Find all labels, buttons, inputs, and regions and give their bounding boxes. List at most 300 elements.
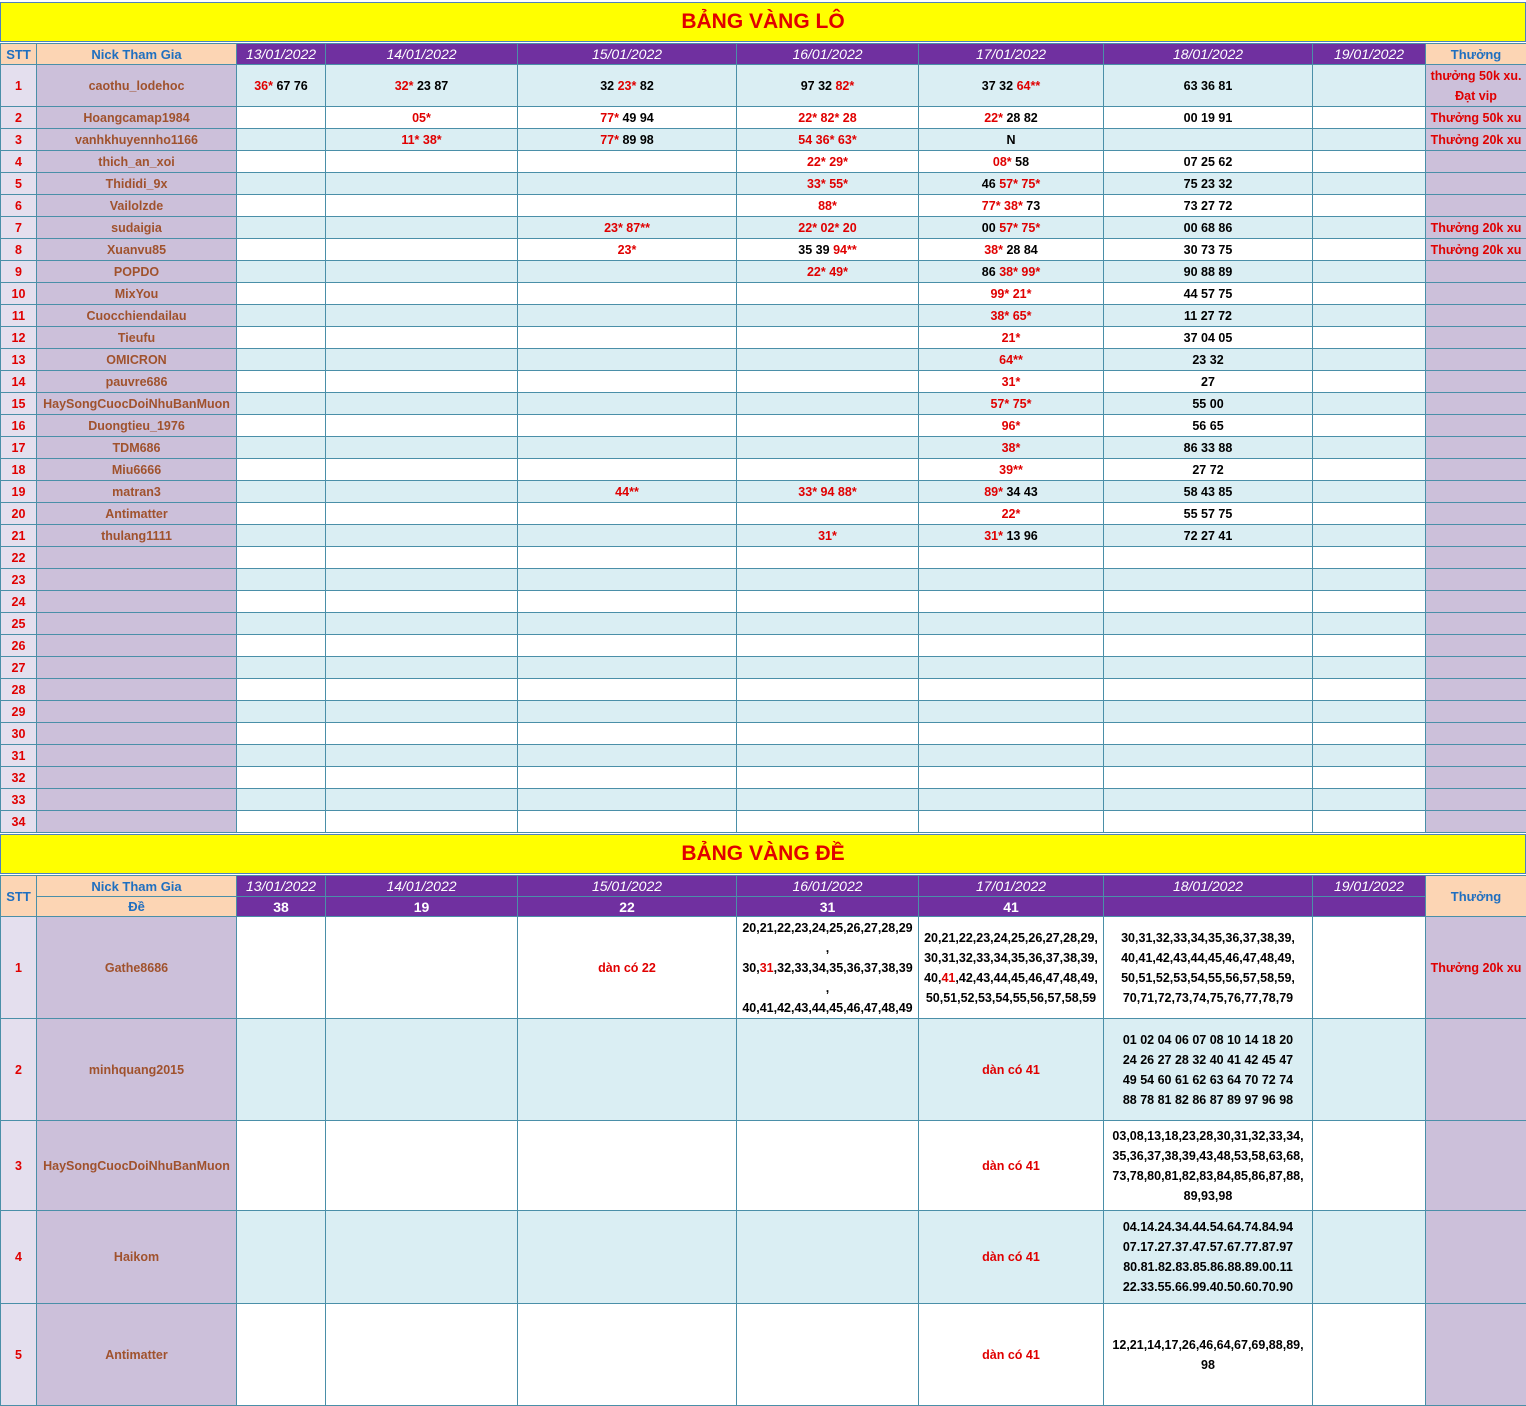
row-day-cell[interactable]	[326, 1211, 518, 1304]
row-stt[interactable]: 5	[1, 173, 37, 195]
row-day-cell[interactable]: 77* 49 94	[518, 107, 737, 129]
row-day-cell[interactable]: 33* 94 88*	[737, 481, 919, 503]
row-day-cell[interactable]	[1104, 679, 1313, 701]
row-day-cell[interactable]	[1313, 217, 1426, 239]
row-day-cell[interactable]	[237, 745, 326, 767]
row-day-cell[interactable]	[326, 1304, 518, 1406]
row-day-cell[interactable]: 89* 34 43	[919, 481, 1104, 503]
row-day-cell[interactable]: 20,21,22,23,24,25,26,27,28,29, 30,31,32,33,34,35,36,37,38,39, 40,41,42,43,44,45,46,47,48,49, 50,51,52,53,54,55,56,57,58,59	[919, 917, 1104, 1019]
header-result[interactable]: 19	[326, 897, 518, 917]
row-day-cell[interactable]	[237, 239, 326, 261]
row-nick[interactable]: Miu6666	[37, 459, 237, 481]
row-day-cell[interactable]: 03,08,13,18,23,28,30,31,32,33,34, 35,36,37,38,39,43,48,53,58,63,68, 73,78,80,81,82,83,84,85,86,87,88, 89,93,98	[1104, 1121, 1313, 1211]
row-reward[interactable]	[1426, 195, 1526, 217]
row-day-cell[interactable]: 38*	[919, 437, 1104, 459]
row-day-cell[interactable]	[737, 503, 919, 525]
row-stt[interactable]: 13	[1, 349, 37, 371]
row-day-cell[interactable]	[919, 701, 1104, 723]
row-day-cell[interactable]	[1313, 1019, 1426, 1121]
row-nick[interactable]	[37, 613, 237, 635]
row-day-cell[interactable]	[237, 1211, 326, 1304]
row-stt[interactable]: 21	[1, 525, 37, 547]
row-day-cell[interactable]: 22* 02* 20	[737, 217, 919, 239]
row-stt[interactable]: 7	[1, 217, 37, 239]
row-day-cell[interactable]: 05*	[326, 107, 518, 129]
row-day-cell[interactable]	[1313, 305, 1426, 327]
row-reward[interactable]	[1426, 613, 1526, 635]
row-day-cell[interactable]	[1313, 657, 1426, 679]
row-day-cell[interactable]: 08* 58	[919, 151, 1104, 173]
row-nick[interactable]: matran3	[37, 481, 237, 503]
header-stt[interactable]: STT	[1, 876, 37, 917]
row-day-cell[interactable]	[1313, 415, 1426, 437]
row-nick[interactable]: Gathe8686	[37, 917, 237, 1019]
row-stt[interactable]: 23	[1, 569, 37, 591]
row-stt[interactable]: 10	[1, 283, 37, 305]
row-reward[interactable]	[1426, 415, 1526, 437]
row-day-cell[interactable]	[737, 305, 919, 327]
row-day-cell[interactable]	[737, 459, 919, 481]
row-day-cell[interactable]	[326, 723, 518, 745]
row-reward[interactable]	[1426, 393, 1526, 415]
header-date[interactable]: 15/01/2022	[518, 876, 737, 897]
row-day-cell[interactable]	[737, 415, 919, 437]
row-day-cell[interactable]	[237, 569, 326, 591]
row-day-cell[interactable]	[326, 679, 518, 701]
row-day-cell[interactable]	[518, 745, 737, 767]
row-day-cell[interactable]	[237, 107, 326, 129]
row-day-cell[interactable]: 00 57* 75*	[919, 217, 1104, 239]
row-day-cell[interactable]	[1313, 547, 1426, 569]
header-date[interactable]: 19/01/2022	[1313, 44, 1426, 65]
row-day-cell[interactable]	[237, 657, 326, 679]
row-day-cell[interactable]	[1313, 767, 1426, 789]
row-day-cell[interactable]	[326, 1121, 518, 1211]
row-day-cell[interactable]: 38* 65*	[919, 305, 1104, 327]
row-nick[interactable]: minhquang2015	[37, 1019, 237, 1121]
row-day-cell[interactable]: 31*	[919, 371, 1104, 393]
header-date[interactable]: 14/01/2022	[326, 44, 518, 65]
row-stt[interactable]: 1	[1, 65, 37, 107]
row-day-cell[interactable]: 75 23 32	[1104, 173, 1313, 195]
row-day-cell[interactable]: 22* 49*	[737, 261, 919, 283]
row-day-cell[interactable]: 07 25 62	[1104, 151, 1313, 173]
row-reward[interactable]	[1426, 525, 1526, 547]
row-stt[interactable]: 28	[1, 679, 37, 701]
row-day-cell[interactable]	[1313, 569, 1426, 591]
header-result[interactable]: 31	[737, 897, 919, 917]
row-day-cell[interactable]	[737, 1211, 919, 1304]
row-day-cell[interactable]: 88*	[737, 195, 919, 217]
row-reward[interactable]	[1426, 591, 1526, 613]
row-day-cell[interactable]	[326, 569, 518, 591]
row-stt[interactable]: 33	[1, 789, 37, 811]
row-nick[interactable]: thich_an_xoi	[37, 151, 237, 173]
row-day-cell[interactable]	[518, 437, 737, 459]
row-day-cell[interactable]: 01 02 04 06 07 08 10 14 18 20 24 26 27 28 32 40 41 42 45 47 49 54 60 61 62 63 64 70 72 74 88 78 81 82 86 87 89 97 96 98	[1104, 1019, 1313, 1121]
row-nick[interactable]: Tieufu	[37, 327, 237, 349]
row-day-cell[interactable]	[237, 217, 326, 239]
row-day-cell[interactable]	[518, 591, 737, 613]
row-reward[interactable]	[1426, 1304, 1526, 1406]
row-day-cell[interactable]: 27	[1104, 371, 1313, 393]
row-day-cell[interactable]: 32 23* 82	[518, 65, 737, 107]
row-stt[interactable]: 3	[1, 1121, 37, 1211]
row-day-cell[interactable]	[737, 591, 919, 613]
row-day-cell[interactable]	[237, 1304, 326, 1406]
row-day-cell[interactable]	[1313, 1304, 1426, 1406]
row-day-cell[interactable]	[919, 613, 1104, 635]
row-day-cell[interactable]	[326, 635, 518, 657]
row-day-cell[interactable]: 11* 38*	[326, 129, 518, 151]
row-day-cell[interactable]	[237, 613, 326, 635]
row-day-cell[interactable]	[919, 679, 1104, 701]
row-day-cell[interactable]	[737, 569, 919, 591]
row-stt[interactable]: 3	[1, 129, 37, 151]
row-day-cell[interactable]	[1313, 481, 1426, 503]
row-stt[interactable]: 2	[1, 107, 37, 129]
row-nick[interactable]	[37, 569, 237, 591]
row-day-cell[interactable]	[919, 745, 1104, 767]
row-reward[interactable]	[1426, 657, 1526, 679]
row-day-cell[interactable]	[326, 283, 518, 305]
row-day-cell[interactable]	[237, 723, 326, 745]
row-day-cell[interactable]	[518, 393, 737, 415]
row-day-cell[interactable]	[237, 481, 326, 503]
row-day-cell[interactable]	[1313, 679, 1426, 701]
row-day-cell[interactable]	[237, 767, 326, 789]
row-day-cell[interactable]	[518, 569, 737, 591]
row-reward[interactable]: Thưởng 20k xu	[1426, 917, 1526, 1019]
row-reward[interactable]: Thưởng 20k xu	[1426, 217, 1526, 239]
row-day-cell[interactable]	[1104, 635, 1313, 657]
row-day-cell[interactable]	[237, 525, 326, 547]
row-nick[interactable]: vanhkhuyennho1166	[37, 129, 237, 151]
row-day-cell[interactable]	[737, 811, 919, 833]
row-day-cell[interactable]: 27 72	[1104, 459, 1313, 481]
row-day-cell[interactable]	[518, 503, 737, 525]
header-result[interactable]: 22	[518, 897, 737, 917]
row-nick[interactable]	[37, 657, 237, 679]
row-day-cell[interactable]	[737, 679, 919, 701]
row-day-cell[interactable]	[326, 305, 518, 327]
row-day-cell[interactable]	[1313, 239, 1426, 261]
row-day-cell[interactable]	[1104, 745, 1313, 767]
row-day-cell[interactable]	[1104, 547, 1313, 569]
row-day-cell[interactable]: 56 65	[1104, 415, 1313, 437]
row-day-cell[interactable]	[518, 789, 737, 811]
row-day-cell[interactable]	[737, 371, 919, 393]
row-day-cell[interactable]: 72 27 41	[1104, 525, 1313, 547]
row-day-cell[interactable]: 23* 87**	[518, 217, 737, 239]
row-day-cell[interactable]	[326, 767, 518, 789]
row-day-cell[interactable]	[518, 1019, 737, 1121]
row-day-cell[interactable]	[326, 393, 518, 415]
row-day-cell[interactable]	[518, 767, 737, 789]
row-reward[interactable]	[1426, 679, 1526, 701]
row-reward[interactable]	[1426, 283, 1526, 305]
header-date[interactable]: 19/01/2022	[1313, 876, 1426, 897]
row-nick[interactable]: Vailolzde	[37, 195, 237, 217]
row-day-cell[interactable]: 00 19 91	[1104, 107, 1313, 129]
row-day-cell[interactable]	[237, 393, 326, 415]
row-day-cell[interactable]	[1104, 789, 1313, 811]
row-stt[interactable]: 27	[1, 657, 37, 679]
row-day-cell[interactable]: 22* 29*	[737, 151, 919, 173]
row-reward[interactable]	[1426, 1121, 1526, 1211]
header-date[interactable]: 14/01/2022	[326, 876, 518, 897]
row-day-cell[interactable]: 86 33 88	[1104, 437, 1313, 459]
header-date[interactable]: 16/01/2022	[737, 876, 919, 897]
row-day-cell[interactable]	[326, 811, 518, 833]
header-date[interactable]: 15/01/2022	[518, 44, 737, 65]
row-day-cell[interactable]	[237, 547, 326, 569]
row-stt[interactable]: 34	[1, 811, 37, 833]
row-day-cell[interactable]: 04.14.24.34.44.54.64.74.84.94 07.17.27.37.47.57.67.77.87.97 80.81.82.83.85.86.88.89.00.11 22.33.55.66.99.40.50.60.70.90	[1104, 1211, 1313, 1304]
row-day-cell[interactable]	[919, 547, 1104, 569]
row-day-cell[interactable]	[1313, 65, 1426, 107]
row-day-cell[interactable]: 23 32	[1104, 349, 1313, 371]
row-day-cell[interactable]	[237, 437, 326, 459]
row-stt[interactable]: 24	[1, 591, 37, 613]
row-reward[interactable]: thưởng 50k xu. Đạt vip	[1426, 65, 1526, 107]
row-day-cell[interactable]	[1104, 811, 1313, 833]
row-day-cell[interactable]	[518, 613, 737, 635]
row-nick[interactable]	[37, 723, 237, 745]
row-day-cell[interactable]	[737, 657, 919, 679]
row-reward[interactable]	[1426, 767, 1526, 789]
row-day-cell[interactable]: dàn có 41	[919, 1304, 1104, 1406]
header-de-label[interactable]: Đề	[37, 897, 237, 917]
row-day-cell[interactable]	[737, 1304, 919, 1406]
row-day-cell[interactable]	[1313, 1121, 1426, 1211]
row-nick[interactable]: Hoangcamap1984	[37, 107, 237, 129]
row-nick[interactable]	[37, 767, 237, 789]
row-day-cell[interactable]	[919, 723, 1104, 745]
row-day-cell[interactable]	[737, 789, 919, 811]
row-day-cell[interactable]: dàn có 41	[919, 1211, 1104, 1304]
row-reward[interactable]	[1426, 327, 1526, 349]
row-nick[interactable]: Antimatter	[37, 503, 237, 525]
row-day-cell[interactable]	[326, 459, 518, 481]
row-day-cell[interactable]: 58 43 85	[1104, 481, 1313, 503]
header-result[interactable]: 41	[919, 897, 1104, 917]
row-day-cell[interactable]	[326, 349, 518, 371]
row-day-cell[interactable]	[1313, 261, 1426, 283]
row-day-cell[interactable]	[326, 917, 518, 1019]
row-nick[interactable]: MixYou	[37, 283, 237, 305]
row-nick[interactable]	[37, 591, 237, 613]
row-day-cell[interactable]	[737, 327, 919, 349]
row-reward[interactable]	[1426, 547, 1526, 569]
row-day-cell[interactable]: 31*	[737, 525, 919, 547]
row-nick[interactable]	[37, 789, 237, 811]
row-nick[interactable]	[37, 745, 237, 767]
header-stt[interactable]: STT	[1, 44, 37, 65]
row-day-cell[interactable]: 54 36* 63*	[737, 129, 919, 151]
header-date[interactable]: 13/01/2022	[237, 44, 326, 65]
row-day-cell[interactable]: 37 32 64**	[919, 65, 1104, 107]
row-nick[interactable]: Cuocchiendailau	[37, 305, 237, 327]
row-day-cell[interactable]	[518, 305, 737, 327]
row-nick[interactable]: sudaigia	[37, 217, 237, 239]
row-day-cell[interactable]	[326, 173, 518, 195]
row-day-cell[interactable]: 30 73 75	[1104, 239, 1313, 261]
row-stt[interactable]: 26	[1, 635, 37, 657]
row-day-cell[interactable]	[518, 459, 737, 481]
row-day-cell[interactable]: dàn có 41	[919, 1121, 1104, 1211]
row-day-cell[interactable]	[1313, 283, 1426, 305]
row-day-cell[interactable]	[919, 635, 1104, 657]
row-day-cell[interactable]	[326, 261, 518, 283]
row-day-cell[interactable]: 37 04 05	[1104, 327, 1313, 349]
row-nick[interactable]: Haikom	[37, 1211, 237, 1304]
row-day-cell[interactable]: 46 57* 75*	[919, 173, 1104, 195]
row-nick[interactable]: HaySongCuocDoiNhuBanMuon	[37, 1121, 237, 1211]
row-day-cell[interactable]	[518, 349, 737, 371]
row-reward[interactable]	[1426, 261, 1526, 283]
row-day-cell[interactable]: 33* 55*	[737, 173, 919, 195]
row-reward[interactable]	[1426, 481, 1526, 503]
row-reward[interactable]	[1426, 569, 1526, 591]
row-day-cell[interactable]	[326, 371, 518, 393]
row-reward[interactable]	[1426, 701, 1526, 723]
row-reward[interactable]: Thưởng 50k xu	[1426, 107, 1526, 129]
row-nick[interactable]	[37, 547, 237, 569]
row-day-cell[interactable]: 22* 28 82	[919, 107, 1104, 129]
header-date[interactable]: 13/01/2022	[237, 876, 326, 897]
row-nick[interactable]: POPDO	[37, 261, 237, 283]
row-day-cell[interactable]	[1313, 701, 1426, 723]
row-day-cell[interactable]	[737, 283, 919, 305]
row-day-cell[interactable]: N	[919, 129, 1104, 151]
row-day-cell[interactable]	[237, 789, 326, 811]
row-day-cell[interactable]: 77* 38* 73	[919, 195, 1104, 217]
row-day-cell[interactable]	[237, 679, 326, 701]
row-day-cell[interactable]	[518, 195, 737, 217]
row-day-cell[interactable]: 90 88 89	[1104, 261, 1313, 283]
row-day-cell[interactable]: 20,21,22,23,24,25,26,27,28,29 , 30,31,32,33,34,35,36,37,38,39 , 40,41,42,43,44,45,46,47,48,49	[737, 917, 919, 1019]
row-day-cell[interactable]	[1313, 613, 1426, 635]
row-stt[interactable]: 31	[1, 745, 37, 767]
row-day-cell[interactable]	[737, 1019, 919, 1121]
row-stt[interactable]: 1	[1, 917, 37, 1019]
row-stt[interactable]: 32	[1, 767, 37, 789]
header-result[interactable]	[1104, 897, 1313, 917]
row-day-cell[interactable]: 55 00	[1104, 393, 1313, 415]
row-stt[interactable]: 12	[1, 327, 37, 349]
row-day-cell[interactable]	[737, 437, 919, 459]
row-day-cell[interactable]: 11 27 72	[1104, 305, 1313, 327]
row-day-cell[interactable]	[237, 305, 326, 327]
row-day-cell[interactable]	[1313, 591, 1426, 613]
header-nick[interactable]: Nick Tham Gia	[37, 876, 237, 897]
row-day-cell[interactable]	[1313, 917, 1426, 1019]
row-day-cell[interactable]: 39**	[919, 459, 1104, 481]
row-reward[interactable]	[1426, 1019, 1526, 1121]
row-day-cell[interactable]	[237, 811, 326, 833]
row-reward[interactable]	[1426, 459, 1526, 481]
header-result[interactable]	[1313, 897, 1426, 917]
row-day-cell[interactable]: dàn có 41	[919, 1019, 1104, 1121]
row-stt[interactable]: 19	[1, 481, 37, 503]
row-day-cell[interactable]	[518, 635, 737, 657]
row-reward[interactable]	[1426, 503, 1526, 525]
row-day-cell[interactable]	[1313, 129, 1426, 151]
row-day-cell[interactable]	[919, 591, 1104, 613]
row-day-cell[interactable]	[237, 503, 326, 525]
row-day-cell[interactable]	[518, 371, 737, 393]
row-reward[interactable]: Thưởng 20k xu	[1426, 239, 1526, 261]
row-day-cell[interactable]	[326, 151, 518, 173]
row-day-cell[interactable]: dàn có 22	[518, 917, 737, 1019]
header-result[interactable]: 38	[237, 897, 326, 917]
row-reward[interactable]	[1426, 723, 1526, 745]
row-day-cell[interactable]	[518, 723, 737, 745]
row-reward[interactable]	[1426, 635, 1526, 657]
row-day-cell[interactable]	[737, 767, 919, 789]
row-day-cell[interactable]	[1313, 635, 1426, 657]
row-day-cell[interactable]	[1313, 789, 1426, 811]
row-day-cell[interactable]	[518, 1304, 737, 1406]
row-day-cell[interactable]	[1313, 437, 1426, 459]
row-day-cell[interactable]: 30,31,32,33,34,35,36,37,38,39, 40,41,42,43,44,45,46,47,48,49, 50,51,52,53,54,55,56,57,58,59, 70,71,72,73,74,75,76,77,78,79	[1104, 917, 1313, 1019]
row-day-cell[interactable]: 22* 82* 28	[737, 107, 919, 129]
row-day-cell[interactable]	[326, 657, 518, 679]
row-day-cell[interactable]	[1313, 459, 1426, 481]
row-day-cell[interactable]	[919, 789, 1104, 811]
row-reward[interactable]	[1426, 371, 1526, 393]
row-day-cell[interactable]	[1104, 591, 1313, 613]
row-day-cell[interactable]	[237, 1019, 326, 1121]
row-day-cell[interactable]: 44**	[518, 481, 737, 503]
row-day-cell[interactable]	[1104, 569, 1313, 591]
row-day-cell[interactable]	[518, 679, 737, 701]
row-day-cell[interactable]	[1104, 701, 1313, 723]
row-day-cell[interactable]	[237, 459, 326, 481]
row-day-cell[interactable]: 31* 13 96	[919, 525, 1104, 547]
row-stt[interactable]: 16	[1, 415, 37, 437]
row-day-cell[interactable]	[237, 635, 326, 657]
row-day-cell[interactable]	[237, 371, 326, 393]
row-day-cell[interactable]	[1313, 811, 1426, 833]
row-stt[interactable]: 25	[1, 613, 37, 635]
header-reward[interactable]: Thưởng	[1426, 44, 1526, 65]
row-day-cell[interactable]	[737, 393, 919, 415]
header-date[interactable]: 18/01/2022	[1104, 876, 1313, 897]
row-day-cell[interactable]	[237, 327, 326, 349]
row-day-cell[interactable]	[326, 195, 518, 217]
row-day-cell[interactable]	[1313, 503, 1426, 525]
row-day-cell[interactable]: 86 38* 99*	[919, 261, 1104, 283]
row-day-cell[interactable]: 38* 28 84	[919, 239, 1104, 261]
row-day-cell[interactable]	[737, 723, 919, 745]
row-day-cell[interactable]: 55 57 75	[1104, 503, 1313, 525]
row-day-cell[interactable]: 73 27 72	[1104, 195, 1313, 217]
row-nick[interactable]	[37, 701, 237, 723]
row-day-cell[interactable]	[326, 745, 518, 767]
header-nick[interactable]: Nick Tham Gia	[37, 44, 237, 65]
row-stt[interactable]: 29	[1, 701, 37, 723]
row-day-cell[interactable]: 35 39 94**	[737, 239, 919, 261]
row-day-cell[interactable]	[737, 349, 919, 371]
row-nick[interactable]: caothu_lodehoc	[37, 65, 237, 107]
row-day-cell[interactable]	[1313, 745, 1426, 767]
header-date[interactable]: 17/01/2022	[919, 44, 1104, 65]
row-day-cell[interactable]	[326, 613, 518, 635]
row-day-cell[interactable]	[919, 569, 1104, 591]
row-day-cell[interactable]	[237, 173, 326, 195]
